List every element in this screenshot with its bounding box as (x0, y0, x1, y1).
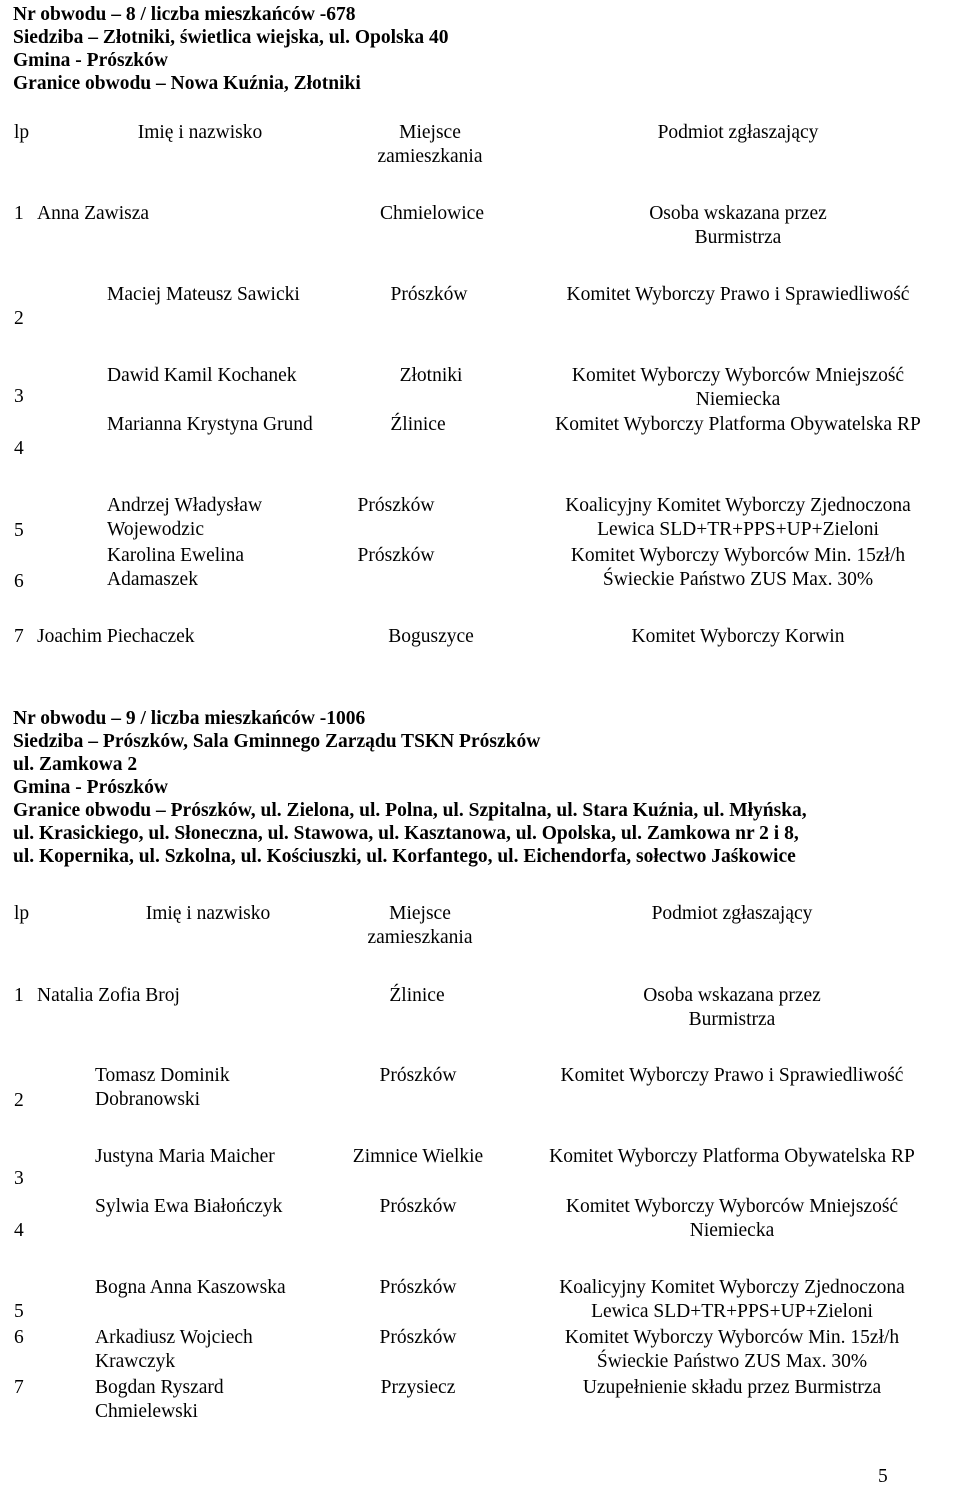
row-name: Krawczyk (95, 1351, 176, 1372)
row-place: Boguszyce (388, 626, 474, 647)
district-seat-address: ul. Zamkowa 2 (13, 754, 138, 775)
column-header-lp: lp (14, 122, 30, 143)
row-place: Prószków (379, 1065, 457, 1086)
row-name: Bogdan Ryszard (95, 1377, 224, 1398)
row-submitter: Komitet Wyborczy Platforma Obywatelska RP (549, 1146, 915, 1167)
row-submitter: Niemiecka (695, 389, 781, 410)
row-name: Anna Zawisza (37, 203, 150, 224)
row-place: Prószków (357, 545, 435, 566)
district-boundaries: Granice obwodu – Prószków, ul. Zielona, ul. Polna, ul. Szpitalna, ul. Stara Kuźnia, ul. Młyńska, (13, 800, 807, 821)
row-submitter: Koalicyjny Komitet Wyborczy Zjednoczona (565, 495, 911, 516)
row-name: Maciej Mateusz Sawicki (107, 284, 300, 305)
row-place: Prószków (379, 1327, 457, 1348)
row-lp: 2 (14, 308, 24, 329)
row-submitter: Świeckie Państwo ZUS Max. 30% (596, 1351, 868, 1372)
row-submitter: Komitet Wyborczy Prawo i Sprawiedliwość (560, 1065, 904, 1086)
row-name: Justyna Maria Maicher (95, 1146, 275, 1167)
row-place: Zimnice Wielkie (352, 1146, 484, 1167)
row-submitter: Niemiecka (689, 1220, 775, 1241)
row-submitter: Lewica SLD+TR+PPS+UP+Zieloni (591, 1301, 873, 1322)
row-submitter: Burmistrza (694, 227, 782, 248)
district-number: Nr obwodu – 9 / liczba mieszkańców -1006 (13, 708, 366, 729)
district-seat: Siedziba – Prószków, Sala Gminnego Zarządu TSKN Prószków (13, 731, 541, 752)
row-submitter: Uzupełnienie składu przez Burmistrza (582, 1377, 882, 1398)
row-lp: 2 (14, 1090, 24, 1111)
row-submitter: Komitet Wyborczy Wyborców Mniejszość (565, 1196, 899, 1217)
district-seat: Siedziba – Złotniki, świetlica wiejska, ul. Opolska 40 (13, 27, 449, 48)
row-name: Joachim Piechaczek (37, 626, 195, 647)
row-name: Tomasz Dominik (95, 1065, 230, 1086)
row-name: Sylwia Ewa Białończyk (95, 1196, 283, 1217)
district-boundaries: Granice obwodu – Nowa Kuźnia, Złotniki (13, 73, 361, 94)
row-submitter: Komitet Wyborczy Prawo i Sprawiedliwość (566, 284, 910, 305)
row-place: Prószków (379, 1196, 457, 1217)
row-name: Bogna Anna Kaszowska (95, 1277, 286, 1298)
row-name: Marianna Krystyna Grund (107, 414, 313, 435)
row-submitter: Świeckie Państwo ZUS Max. 30% (602, 569, 874, 590)
row-lp: 1 (14, 985, 24, 1006)
row-lp: 3 (14, 1168, 24, 1189)
row-submitter: Osoba wskazana przez (649, 203, 827, 224)
row-lp: 5 (14, 1301, 24, 1322)
row-submitter: Lewica SLD+TR+PPS+UP+Zieloni (597, 519, 879, 540)
row-lp: 5 (14, 520, 24, 541)
column-header-place: Miejsce (389, 903, 451, 924)
column-header-name: Imię i nazwisko (145, 903, 271, 924)
row-lp: 3 (14, 386, 24, 407)
row-name: Chmielewski (95, 1401, 198, 1422)
row-submitter: Burmistrza (688, 1009, 776, 1030)
row-place: Prószków (379, 1277, 457, 1298)
row-lp: 7 (14, 1377, 24, 1398)
row-lp: 6 (14, 571, 24, 592)
row-lp: 4 (14, 1220, 24, 1241)
row-submitter: Komitet Wyborczy Wyborców Mniejszość (571, 365, 905, 386)
row-submitter: Komitet Wyborczy Korwin (631, 626, 845, 647)
row-lp: 6 (14, 1327, 24, 1348)
row-place: Źlinice (390, 414, 446, 435)
district-commune: Gmina - Prószków (13, 777, 168, 798)
column-header-place: Miejsce (399, 122, 461, 143)
row-lp: 4 (14, 438, 24, 459)
column-header-place: zamieszkania (367, 927, 473, 948)
row-name: Dobranowski (95, 1089, 201, 1110)
row-place: Złotniki (399, 365, 463, 386)
row-submitter: Osoba wskazana przez (643, 985, 821, 1006)
row-lp: 1 (14, 203, 24, 224)
row-name: Adamaszek (107, 569, 198, 590)
row-name: Dawid Kamil Kochanek (107, 365, 297, 386)
row-submitter: Komitet Wyborczy Wyborców Min. 15zł/h (570, 545, 906, 566)
district-boundaries: ul. Krasickiego, ul. Słoneczna, ul. Stawowa, ul. Kasztanowa, ul. Opolska, ul. Zamkowa nr 2 i 8, (13, 823, 799, 844)
page-number: 5 (878, 1466, 888, 1487)
row-place: Prószków (390, 284, 468, 305)
column-header-name: Imię i nazwisko (137, 122, 263, 143)
column-header-place: zamieszkania (377, 146, 483, 167)
column-header-submitter: Podmiot zgłaszający (657, 122, 819, 143)
row-name: Arkadiusz Wojciech (95, 1327, 253, 1348)
district-number: Nr obwodu – 8 / liczba mieszkańców -678 (13, 4, 356, 25)
row-place: Źlinice (389, 985, 445, 1006)
column-header-lp: lp (14, 903, 30, 924)
column-header-submitter: Podmiot zgłaszający (651, 903, 813, 924)
row-name: Wojewodzic (107, 519, 204, 540)
row-place: Prószków (357, 495, 435, 516)
row-submitter: Koalicyjny Komitet Wyborczy Zjednoczona (559, 1277, 905, 1298)
row-name: Natalia Zofia Broj (37, 985, 180, 1006)
row-submitter: Komitet Wyborczy Wyborców Min. 15zł/h (564, 1327, 900, 1348)
row-place: Chmielowice (380, 203, 484, 224)
row-submitter: Komitet Wyborczy Platforma Obywatelska RP (555, 414, 921, 435)
row-lp: 7 (14, 626, 24, 647)
row-place: Przysiecz (380, 1377, 456, 1398)
district-boundaries: ul. Kopernika, ul. Szkolna, ul. Kościuszki, ul. Korfantego, ul. Eichendorfa, sołectwo Jaśkowice (13, 846, 796, 867)
row-name: Andrzej Władysław (107, 495, 263, 516)
district-commune: Gmina - Prószków (13, 50, 168, 71)
row-name: Karolina Ewelina (107, 545, 244, 566)
